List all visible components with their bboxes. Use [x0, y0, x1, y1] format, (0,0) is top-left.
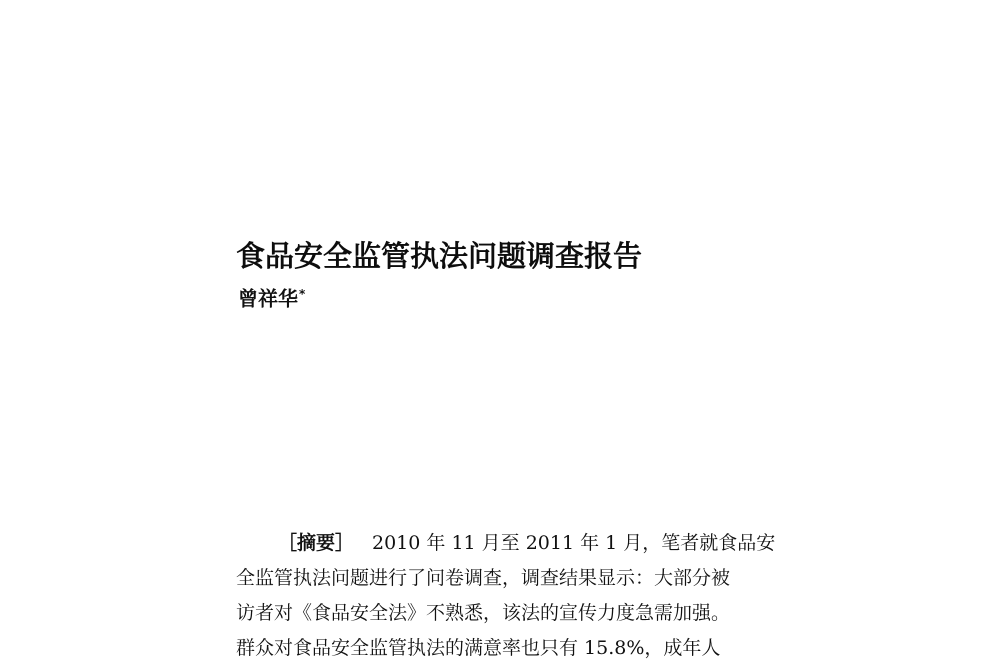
article-title: 食品安全监管执法问题调查报告	[236, 239, 643, 273]
abstract-paragraph	[236, 526, 776, 666]
author-line	[238, 281, 305, 312]
abstract-line: 访者对《食品安全法》不熟悉，该法的宣传力度急需加强。	[236, 602, 731, 624]
abstract-label: ［摘要］	[278, 532, 355, 554]
abstract-line	[236, 526, 776, 561]
abstract-line: 全监管执法问题进行了问卷调查，调查结果显示：大部分被	[236, 567, 731, 589]
abstract-text: 2010 年 11 月至 2011 年 1 月，笔者就食品安	[372, 532, 776, 554]
abstract-line: 群众对食品安全监管执法的满意率也只有 15.8%，成年人	[236, 637, 721, 659]
author-name: 曾祥华	[238, 286, 298, 311]
author-footnote-mark: *	[299, 287, 306, 301]
